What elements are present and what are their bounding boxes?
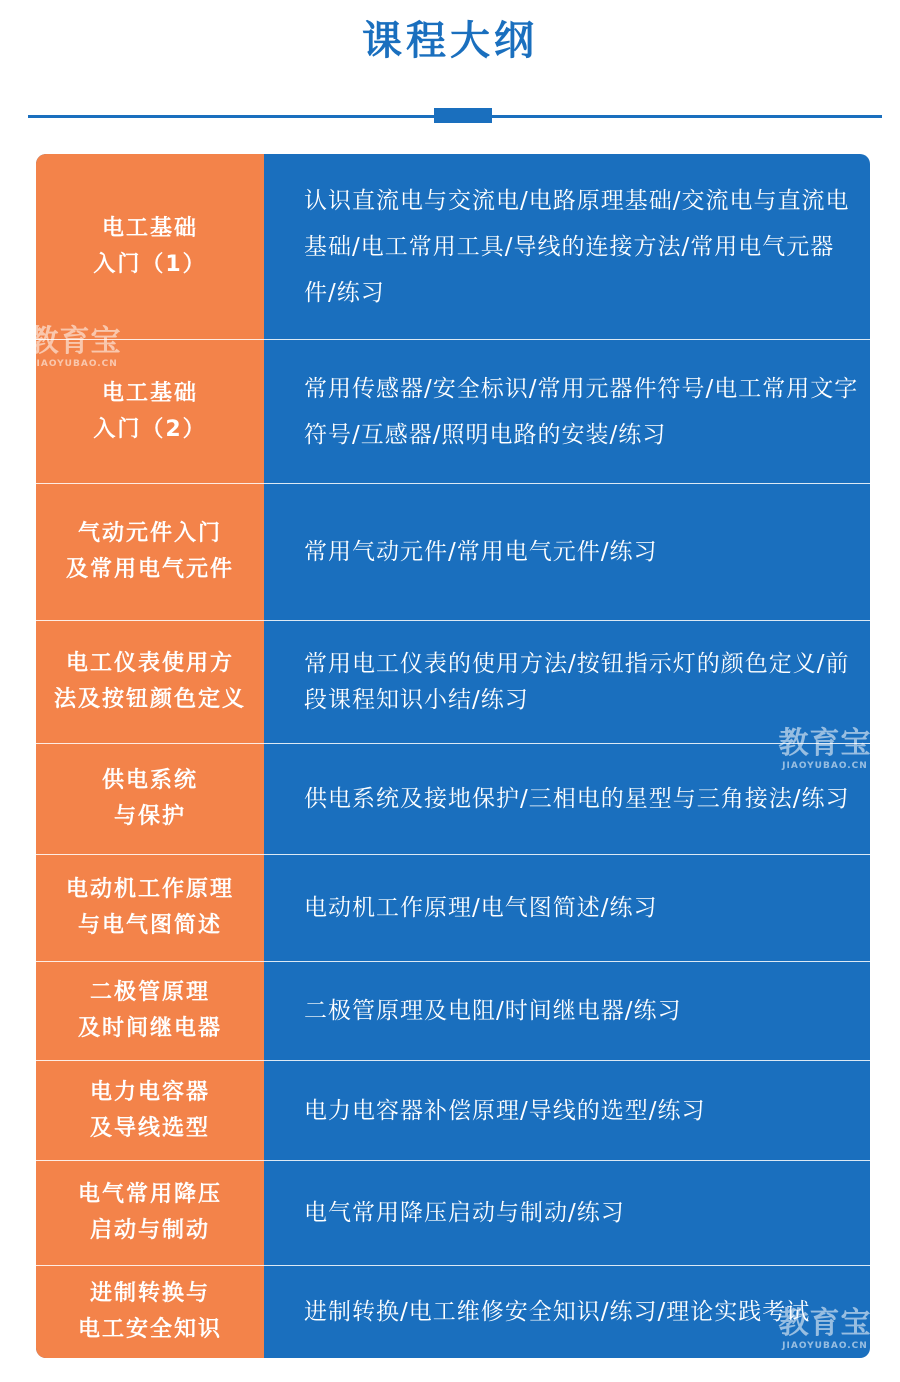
row-content: 电气常用降压启动与制动/练习: [304, 1200, 625, 1226]
watermark-logo: 教育宝 JIAOYUBAO.CN: [28, 324, 122, 369]
row-content: 电动机工作原理/电气图简述/练习: [304, 895, 658, 921]
table-row: [36, 484, 870, 620]
page-title: 课程大纲: [362, 18, 538, 64]
table-row: [36, 962, 870, 1060]
title-divider-tab: [434, 108, 492, 123]
table-row: [36, 1161, 870, 1265]
row-content: 常用电工仪表的使用方法/按钮指示灯的颜色定义/前段课程知识小结/练习: [304, 651, 850, 713]
row-content: 认识直流电与交流电/电路原理基础/交流电与直流电基础/电工常用工具/导线的连接方法/常用电气元器件/练习: [304, 187, 850, 306]
row-content: 电力电容器补偿原理/导线的选型/练习: [304, 1097, 706, 1124]
row-topic: 电力电容器 及导线选型: [89, 1079, 210, 1141]
row-topic: 二极管原理 及时间继电器: [77, 980, 222, 1041]
row-topic: 进制转换与 电工安全知识: [77, 1281, 222, 1342]
row-content: 常用气动元件/常用电气元件/练习: [304, 539, 658, 565]
table-row: [36, 1061, 870, 1160]
row-content: 进制转换/电工维修安全知识/练习/理论实践考试: [304, 1299, 811, 1325]
row-topic: 气动元件入门 及常用电气元件: [65, 521, 234, 582]
row-topic: 供电系统 与保护: [101, 768, 198, 829]
course-outline-table: [36, 154, 870, 1358]
table-row: [36, 621, 870, 743]
table-row: [36, 744, 870, 854]
table-row: [36, 855, 870, 961]
row-topic: 电工仪表使用方 法及按钮颜色定义: [53, 651, 246, 712]
table-row: [36, 340, 870, 483]
watermark-logo: 教育宝 JIAOYUBAO.CN: [778, 1306, 872, 1351]
row-topic: 电动机工作原理 与电气图简述: [65, 877, 234, 938]
row-topic: 电工基础 入门（1）: [93, 215, 207, 277]
watermark-logo: 教育宝 JIAOYUBAO.CN: [778, 726, 872, 771]
table-row: [36, 154, 870, 339]
row-content: 供电系统及接地保护/三相电的星型与三角接法/练习: [304, 786, 850, 812]
row-content: 二极管原理及电阻/时间继电器/练习: [304, 998, 682, 1024]
row-topic: 电气常用降压 启动与制动: [77, 1182, 222, 1243]
row-content: 常用传感器/安全标识/常用元器件符号/电工常用文字符号/互感器/照明电路的安装/练习: [304, 375, 859, 448]
table-row: [36, 1266, 870, 1358]
row-topic: 电工基础 入门（2）: [93, 380, 207, 442]
